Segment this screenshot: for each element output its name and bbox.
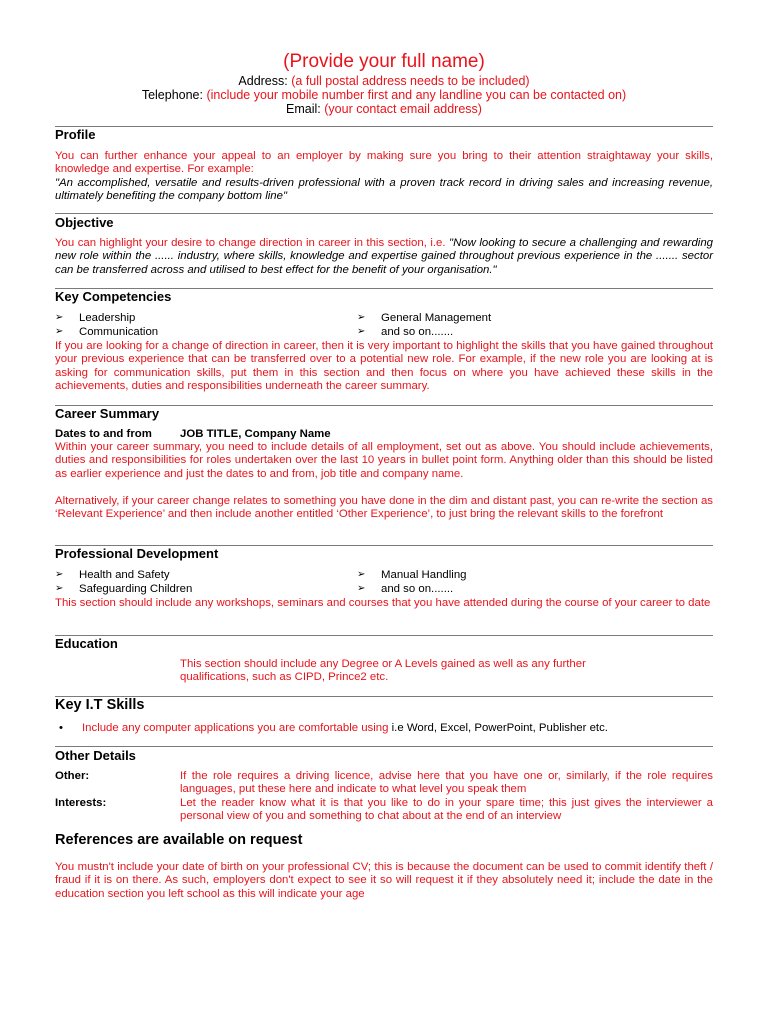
competencies-list-left bbox=[55, 311, 158, 339]
development-list-right bbox=[357, 568, 467, 596]
email-label: Email: bbox=[286, 102, 321, 116]
arrow-bullet-icon: ➢ bbox=[357, 326, 366, 337]
profile-heading: Profile bbox=[55, 127, 96, 142]
list-item: ➢ Safeguarding Children bbox=[55, 583, 193, 595]
references-heading: References are available on request bbox=[55, 832, 303, 848]
objective-heading: Objective bbox=[55, 215, 114, 230]
arrow-bullet-icon: ➢ bbox=[55, 569, 64, 580]
cv-header bbox=[0, 50, 768, 116]
list-item: ➢ and so on....... bbox=[357, 326, 454, 338]
interests-label: Interests: bbox=[55, 797, 107, 809]
it-skills-item bbox=[59, 721, 608, 735]
telephone-line bbox=[0, 88, 768, 102]
other-details-heading: Other Details bbox=[55, 748, 136, 763]
objective-example-quote: "Now looking to secure a challenging and rewarding new role within the ...... industry, where skills, knowledge and expertise gained throughout previous experience in the ....... sector can be transferred across and utilised to best effect for the benefit of your organisation." bbox=[55, 237, 713, 276]
email-line bbox=[0, 102, 768, 116]
arrow-bullet-icon: ➢ bbox=[55, 312, 64, 323]
education-heading: Education bbox=[55, 636, 118, 651]
profile-guidance: You can further enhance your appeal to an employer by making sure you bring to their attention straightaway your skills, knowledge and expertise. For example: bbox=[55, 150, 713, 176]
career-job-title: JOB TITLE, Company Name bbox=[180, 428, 331, 440]
development-heading: Professional Development bbox=[55, 546, 219, 561]
bullet-icon: • bbox=[59, 722, 63, 734]
it-skills-heading: Key I.T Skills bbox=[55, 697, 145, 713]
career-dates: Dates to and from bbox=[55, 428, 152, 440]
profile-example-quote: "An accomplished, versatile and results-driven professional with a proven track record in driving sales and increasing revenue, ultimately benefiting the company bottom line" bbox=[55, 176, 713, 203]
development-text: This section should include any workshops, seminars and courses that you have attended during the course of your career to date bbox=[55, 597, 711, 609]
career-guidance-2: Alternatively, if your career change relates to something you have done in the dim and distant past, you can re-write the section as ‘Relevant Experience’ and then include another entitled ‘Other Experience’, to just bring the relevant skills to the forefront bbox=[55, 494, 713, 521]
arrow-bullet-icon: ➢ bbox=[55, 326, 64, 337]
profile-text bbox=[55, 150, 713, 204]
telephone-hint: (include your mobile number first and any landline you can be contacted on) bbox=[206, 88, 627, 102]
objective-guidance: You can highlight your desire to change direction in career in this section, i.e. bbox=[55, 237, 450, 249]
arrow-bullet-icon: ➢ bbox=[357, 583, 366, 594]
list-item: ➢ and so on....... bbox=[357, 583, 454, 595]
interests-text: Let the reader know what it is that you like to do in your spare time; this just gives the interviewer a personal view of you and something to chat about at the end of an interview bbox=[180, 797, 713, 823]
career-guidance-1: Within your career summary, you need to include details of all employment, set out as above. You should include achievements, duties and responsibilities for roles undertaken over the last 10 years in bullet point form. Anything older than this should be listed as earlier experience and just the dates to and from, job title and company name. bbox=[55, 441, 713, 480]
arrow-bullet-icon: ➢ bbox=[55, 583, 64, 594]
list-item: ➢ Communication bbox=[55, 326, 159, 338]
competencies-text: If you are looking for a change of direction in career, then it is very important to highlight the skills that you have gained throughout your previous experience that can be transferred over to a potential new role. For example, if the new role you are looking at is asking for communication skills, put them in this section and then focus on where you have achieved these skills in the achievements, duties and responsibilities underneath the career summary. bbox=[55, 340, 713, 393]
career-heading: Career Summary bbox=[55, 406, 160, 421]
section-divider bbox=[55, 126, 713, 127]
section-divider bbox=[55, 635, 713, 636]
it-skills-examples: i.e Word, Excel, PowerPoint, Publisher etc. bbox=[388, 722, 608, 734]
section-divider bbox=[55, 696, 713, 697]
section-divider bbox=[55, 746, 713, 747]
arrow-bullet-icon: ➢ bbox=[357, 569, 366, 580]
list-item: ➢ Leadership bbox=[55, 312, 136, 324]
email-hint: (your contact email address) bbox=[324, 102, 482, 116]
arrow-bullet-icon: ➢ bbox=[357, 312, 366, 323]
list-item: ➢ General Management bbox=[357, 312, 492, 324]
other-label: Other: bbox=[55, 770, 90, 782]
development-list-left bbox=[55, 568, 192, 596]
address-line bbox=[0, 74, 768, 88]
career-text bbox=[55, 441, 713, 521]
address-hint: (a full postal address needs to be included) bbox=[291, 74, 530, 88]
it-skills-guidance: Include any computer applications you are comfortable using bbox=[82, 722, 389, 734]
section-divider bbox=[55, 213, 713, 214]
references-text: You mustn't include your date of birth on your professional CV; this is because the document can be used to commit identify theft / fraud if it is on there. As such, employers don't expect to see it so will request it if they absolutely need it; include the date in the education section you left school as this will indicate your age bbox=[55, 861, 713, 900]
address-label: Address: bbox=[238, 74, 288, 88]
competencies-list-right bbox=[357, 311, 491, 339]
telephone-label: Telephone: bbox=[141, 88, 203, 102]
objective-text bbox=[55, 237, 713, 277]
education-text: This section should include any Degree or A Levels gained as well as any further qualifications, such as CIPD, Prince2 etc. bbox=[180, 658, 586, 684]
list-item: ➢ Health and Safety bbox=[55, 569, 170, 581]
list-item: ➢ Manual Handling bbox=[357, 569, 467, 581]
competencies-heading: Key Competencies bbox=[55, 289, 172, 304]
full-name-placeholder: (Provide your full name) bbox=[283, 51, 485, 72]
other-text: If the role requires a driving licence, advise here that you have one or, similarly, if the role requires languages, put these here and indicate to what level you speak them bbox=[180, 770, 713, 796]
